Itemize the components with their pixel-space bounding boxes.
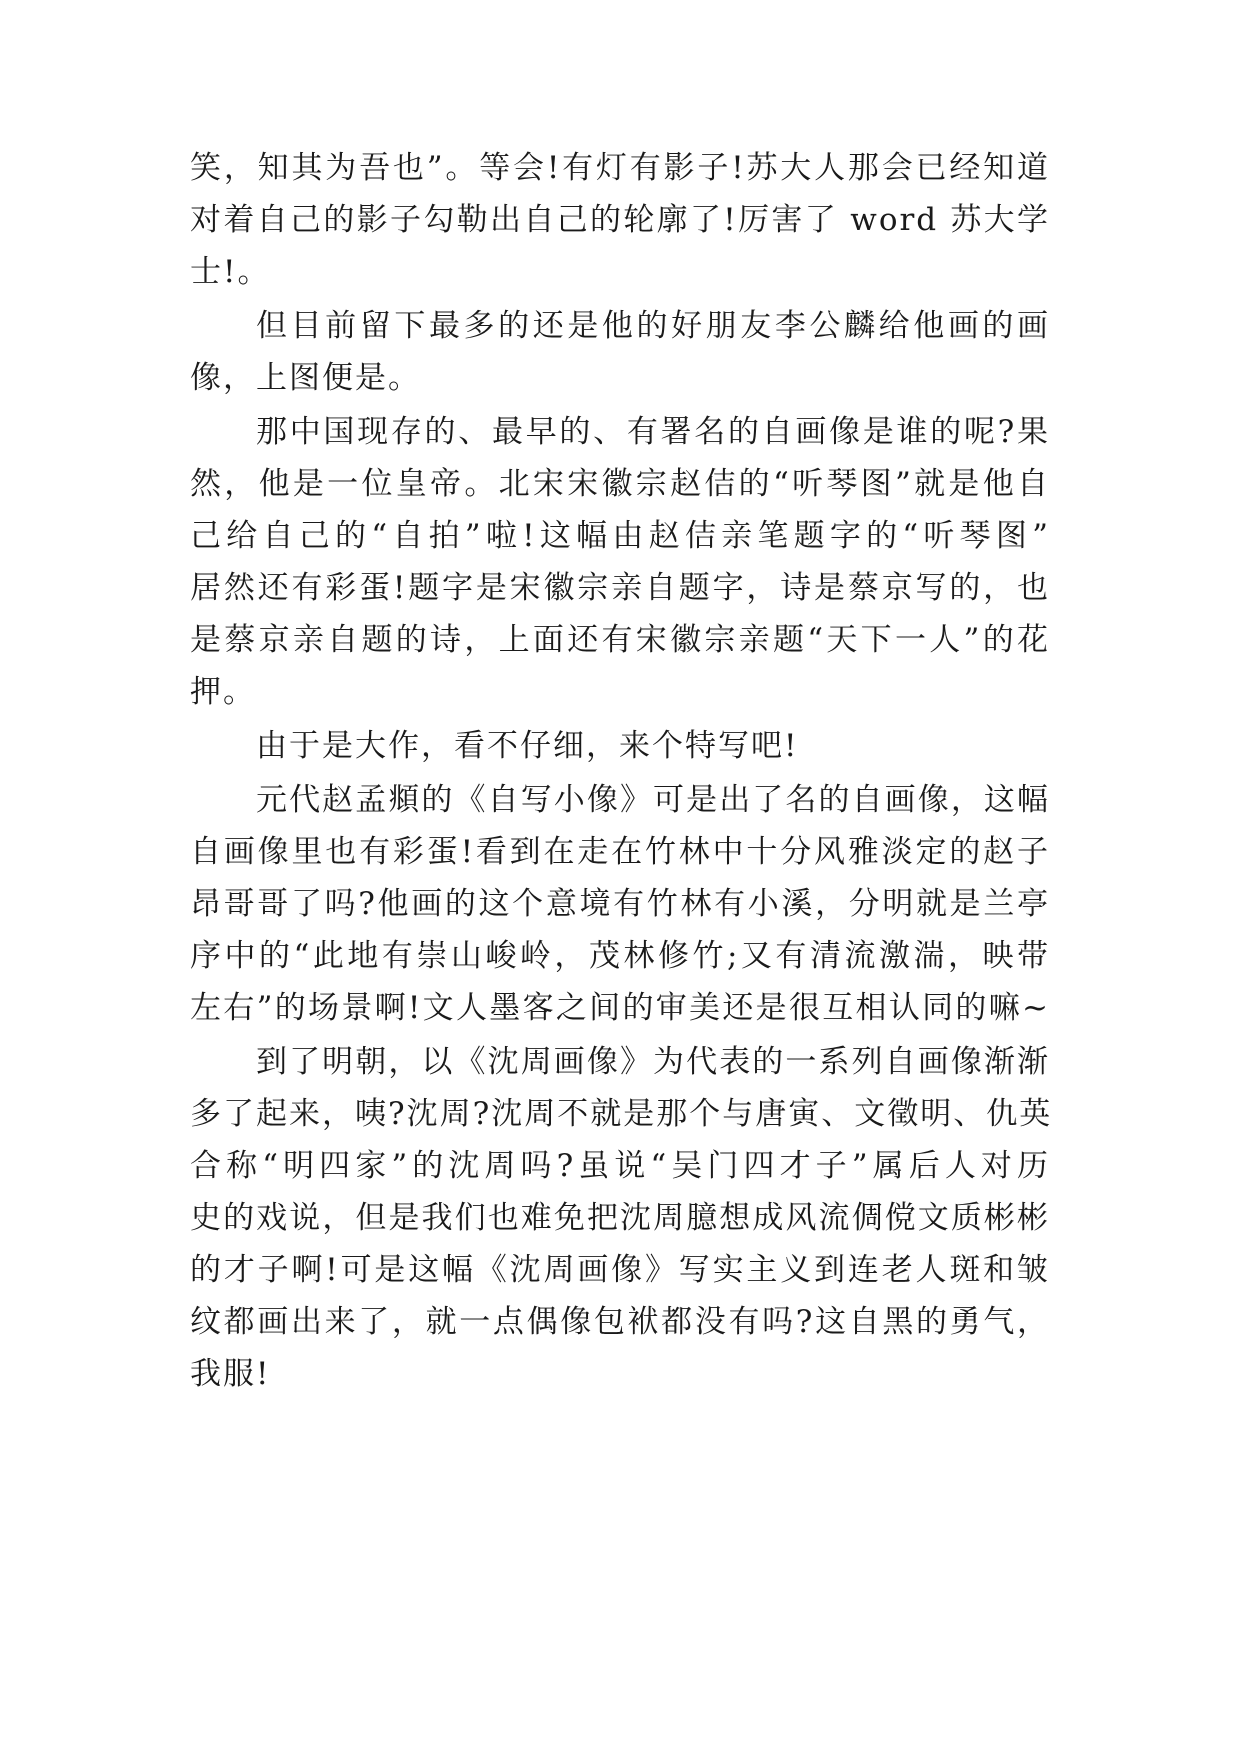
text-line: 合称“明四家”的沈周吗?虽说“吴门四才子”属后人对历 <box>190 1148 1050 1184</box>
text-line: 到了明朝，以《沈周画像》为代表的一系列自画像渐渐 <box>256 1044 1050 1080</box>
text-line: 士!。 <box>190 254 271 290</box>
text-line: 居然还有彩蛋!题字是宋徽宗亲自题字，诗是蔡京写的，也 <box>190 570 1050 606</box>
text-line: 自画像里也有彩蛋!看到在走在竹林中十分风雅淡定的赵子 <box>190 834 1050 870</box>
text-line: 史的戏说，但是我们也难免把沈周臆想成风流倜傥文质彬彬 <box>190 1200 1050 1236</box>
text-line: 左右”的场景啊!文人墨客之间的审美还是很互相认同的嘛~ <box>190 990 1050 1026</box>
text-line: 笑，知其为吾也”。等会!有灯有影子!苏大人那会已经知道 <box>190 150 1050 186</box>
text-line: 序中的“此地有崇山峻岭，茂林修竹;又有清流激湍，映带 <box>190 938 1050 974</box>
text-line: 己给自己的“自拍”啦!这幅由赵佶亲笔题字的“听琴图” <box>190 518 1050 554</box>
text-line: 像，上图便是。 <box>190 360 421 396</box>
text-line: 是蔡京亲自题的诗，上面还有宋徽宗亲题“天下一人”的花 <box>190 622 1050 658</box>
text-line: 然，他是一位皇帝。北宋宋徽宗赵佶的“听琴图”就是他自 <box>190 466 1050 502</box>
text-line: 对着自己的影子勾勒出自己的轮廓了!厉害了 word 苏大学 <box>190 202 1050 238</box>
text-line: 由于是大作，看不仔细，来个特写吧! <box>256 728 799 764</box>
text-line: 纹都画出来了，就一点偶像包袱都没有吗?这自黑的勇气， <box>190 1304 1050 1340</box>
text-line: 的才子啊!可是这幅《沈周画像》写实主义到连老人斑和皱 <box>190 1252 1050 1288</box>
text-line: 那中国现存的、最早的、有署名的自画像是谁的呢?果 <box>256 414 1050 450</box>
text-line: 押。 <box>190 674 256 710</box>
text-line: 多了起来，咦?沈周?沈周不就是那个与唐寅、文徵明、仇英 <box>190 1096 1053 1132</box>
text-line: 元代赵孟頫的《自写小像》可是出了名的自画像，这幅 <box>256 782 1050 818</box>
text-line: 我服! <box>190 1356 271 1392</box>
text-line: 但目前留下最多的还是他的好朋友李公麟给他画的画 <box>256 308 1050 344</box>
text-line: 昂哥哥了吗?他画的这个意境有竹林有小溪，分明就是兰亭 <box>190 886 1050 922</box>
